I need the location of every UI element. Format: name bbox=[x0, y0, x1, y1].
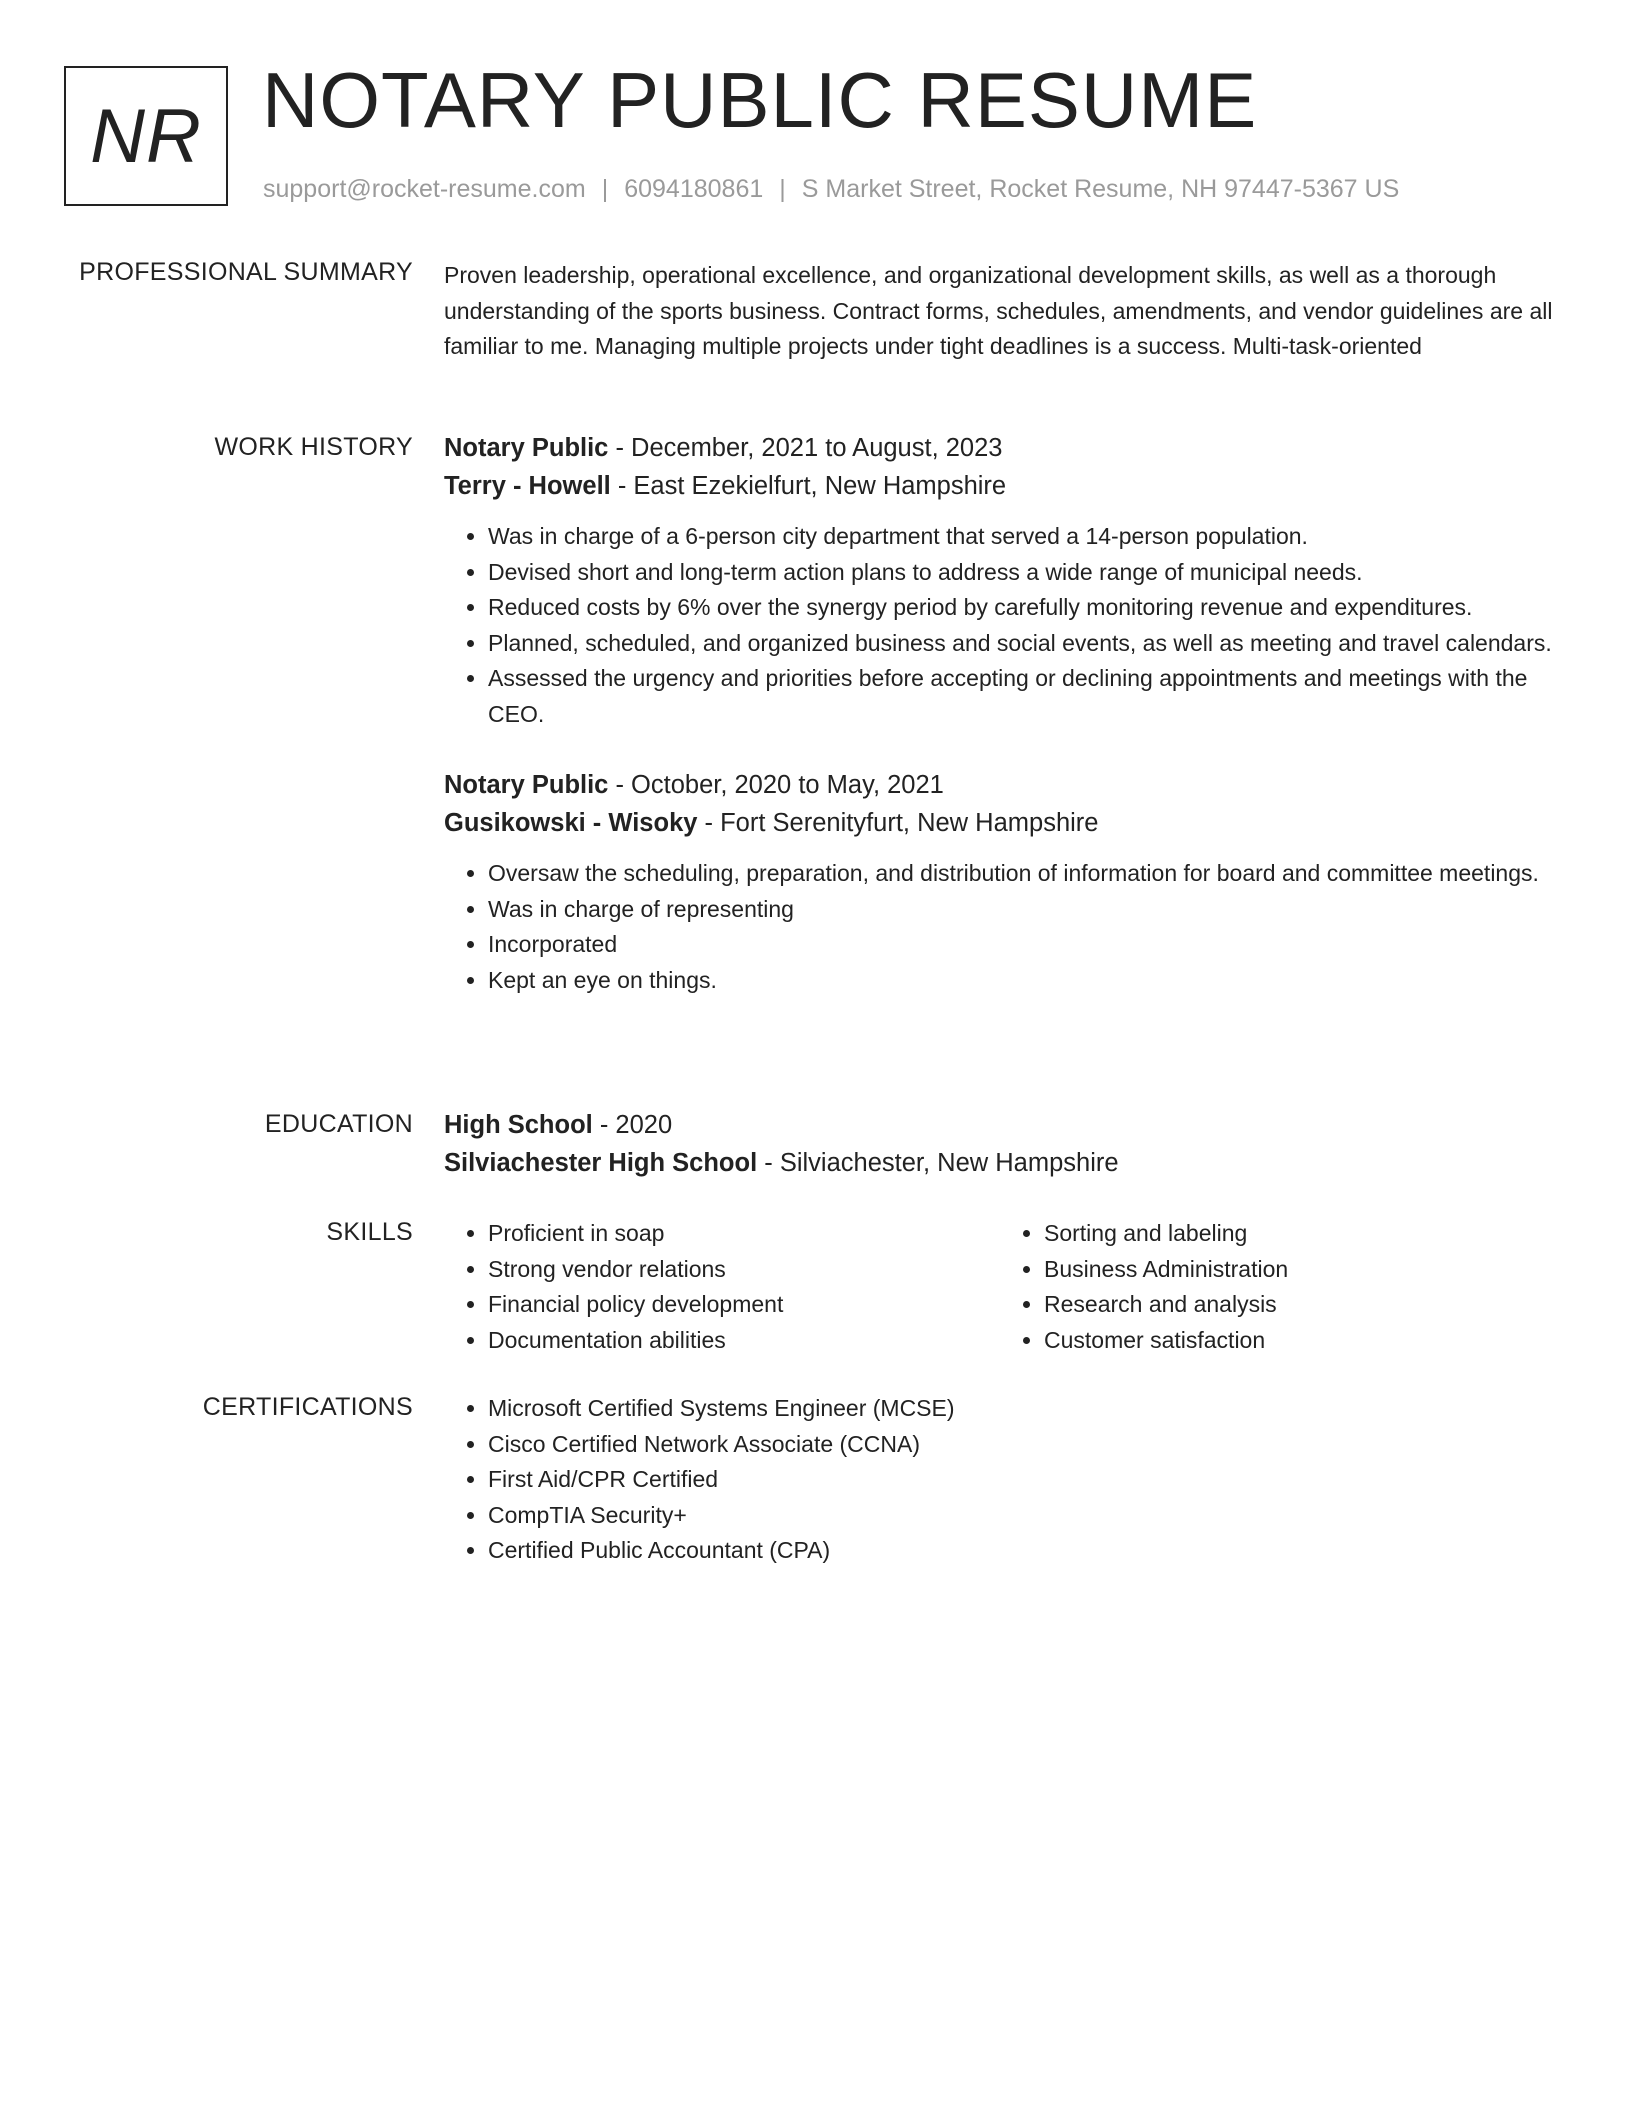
summary-body bbox=[444, 258, 1556, 365]
summary-text: Proven leadership, operational excellence, and organizational development skills, as well as a thorough understanding of the sports business. Contract forms, schedules, amendments, and vendor guidelines are all familiar to me. Managing multiple projects under tight deadlines is a success. Multi-task-oriented bbox=[444, 262, 1553, 359]
certifications-body bbox=[444, 1391, 1556, 1569]
work-history-heading: WORK HISTORY bbox=[214, 433, 413, 461]
list-item: • Business Administration bbox=[1044, 1252, 1556, 1288]
education-degree: High School bbox=[444, 1111, 593, 1139]
job-company-line bbox=[444, 467, 1556, 505]
job-company: Terry - Howell bbox=[444, 472, 611, 500]
certifications-list bbox=[444, 1391, 1556, 1569]
job-entry bbox=[444, 429, 1556, 732]
list-item: • Reduced costs by 6% over the synergy period by carefully monitoring revenue and expenditures. bbox=[488, 590, 1556, 626]
list-item: • Documentation abilities bbox=[488, 1323, 1000, 1359]
job-title-line bbox=[444, 429, 1556, 467]
skills-list-left bbox=[444, 1216, 1000, 1358]
list-item: • Was in charge of a 6-person city department that served a 14-person population. bbox=[488, 519, 1556, 555]
education-location: - Silviachester, New Hampshire bbox=[757, 1149, 1119, 1177]
list-item: • CompTIA Security+ bbox=[488, 1498, 1556, 1534]
education-school: Silviachester High School bbox=[444, 1149, 758, 1177]
job-location: - East Ezekielfurt, New Hampshire bbox=[610, 472, 1007, 500]
list-item: • Was in charge of representing bbox=[488, 892, 1556, 928]
job-company-line bbox=[444, 804, 1556, 842]
list-item: • Customer satisfaction bbox=[1044, 1323, 1556, 1359]
list-item: • Microsoft Certified Systems Engineer (MCSE) bbox=[488, 1391, 1556, 1427]
list-item: • Financial policy development bbox=[488, 1287, 1000, 1323]
education-year: - 2020 bbox=[592, 1111, 673, 1139]
monogram-box bbox=[64, 66, 228, 206]
contact-email: support@rocket-resume.com bbox=[263, 175, 586, 203]
monogram-initials: NR bbox=[90, 93, 202, 179]
job-dates: - October, 2020 to May, 2021 bbox=[608, 771, 944, 799]
education-heading: EDUCATION bbox=[264, 1110, 413, 1138]
job-duties-list bbox=[444, 519, 1556, 732]
list-item: • Cisco Certified Network Associate (CCNA) bbox=[488, 1427, 1556, 1463]
list-item: • Strong vendor relations bbox=[488, 1252, 1000, 1288]
contact-phone: 6094180861 bbox=[624, 175, 764, 203]
job-title: Notary Public bbox=[444, 771, 609, 799]
list-item: • Devised short and long-term action plans to address a wide range of municipal needs. bbox=[488, 555, 1556, 591]
certifications-heading: CERTIFICATIONS bbox=[202, 1393, 413, 1421]
job-title: Notary Public bbox=[444, 434, 609, 462]
work-history-body bbox=[444, 429, 1556, 998]
list-item: • Kept an eye on things. bbox=[488, 963, 1556, 999]
job-company: Gusikowski - Wisoky bbox=[444, 809, 698, 837]
job-dates: - December, 2021 to August, 2023 bbox=[608, 434, 1003, 462]
list-item: • Certified Public Accountant (CPA) bbox=[488, 1533, 1556, 1569]
contact-separator: | bbox=[601, 175, 609, 203]
education-body bbox=[444, 1106, 1556, 1182]
skills-grid bbox=[444, 1216, 1556, 1358]
job-title-line bbox=[444, 766, 1556, 804]
list-item: • Sorting and labeling bbox=[1044, 1216, 1556, 1252]
list-item: • First Aid/CPR Certified bbox=[488, 1462, 1556, 1498]
skills-heading: SKILLS bbox=[326, 1218, 413, 1246]
contact-line bbox=[263, 175, 1399, 204]
list-item: • Oversaw the scheduling, preparation, and distribution of information for board and committee meetings. bbox=[488, 856, 1556, 892]
education-school-line bbox=[444, 1144, 1556, 1182]
list-item: • Planned, scheduled, and organized business and social events, as well as meeting and travel calendars. bbox=[488, 626, 1556, 662]
contact-address: S Market Street, Rocket Resume, NH 97447-5367 US bbox=[801, 175, 1400, 203]
summary-heading: PROFESSIONAL SUMMARY bbox=[79, 258, 413, 286]
education-degree-line bbox=[444, 1106, 1556, 1144]
list-item: • Assessed the urgency and priorities before accepting or declining appointments and meetings with the CEO. bbox=[488, 661, 1556, 732]
contact-separator: | bbox=[779, 175, 786, 203]
page-title: NOTARY PUBLIC RESUME bbox=[262, 56, 1258, 144]
list-item: • Research and analysis bbox=[1044, 1287, 1556, 1323]
skills-body bbox=[444, 1216, 1556, 1358]
list-item: • Incorporated bbox=[488, 927, 1556, 963]
job-duties-list bbox=[444, 856, 1556, 998]
job-location: - Fort Serenityfurt, New Hampshire bbox=[697, 809, 1099, 837]
skills-list-right bbox=[1000, 1216, 1556, 1358]
job-entry bbox=[444, 766, 1556, 998]
list-item: • Proficient in soap bbox=[488, 1216, 1000, 1252]
